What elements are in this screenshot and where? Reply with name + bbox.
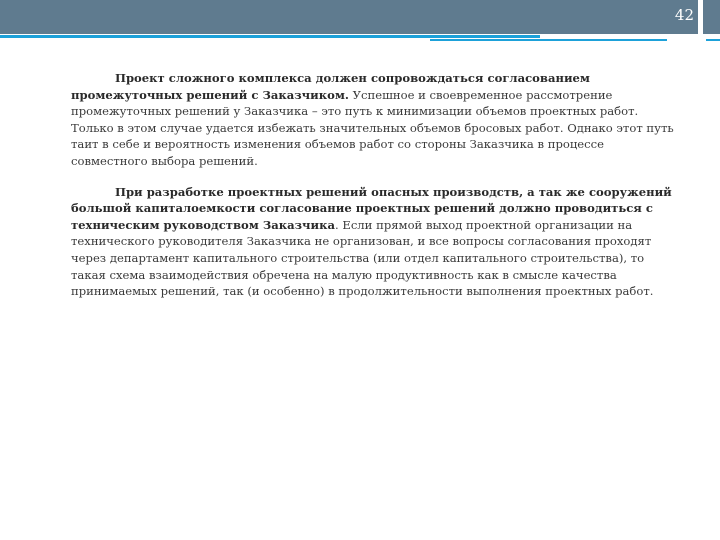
paragraph-2 xyxy=(71,184,675,300)
paragraph-1 xyxy=(71,70,675,170)
header-accent-line-corner xyxy=(706,39,720,41)
header-band xyxy=(0,0,698,34)
page-number: 42 xyxy=(674,6,694,24)
paragraph-2-text: . Если прямой выход проектной организации на технического руководителя Заказчика не организован, и все вопросы согласования проходят через департамент капитального строительства (или отдел капитального строительства), то такая схема взаимодействия обречена на малую продуктивность как в смысле качества принимаемых решений, так (и особенно) в продолжительности выполнения проектных работ. xyxy=(71,217,654,299)
slide-body xyxy=(71,70,675,314)
header-accent-line xyxy=(0,35,540,38)
paragraph-2-emphasis: При разработке проектных решений опасных производств, а так же сооружений большой капиталоемкости согласование проектных решений должно проводиться с техническим руководством Заказчика xyxy=(71,184,672,232)
header-band-corner xyxy=(703,0,720,34)
paragraph-1-emphasis: Проект сложного комплекса должен сопровождаться согласованием промежуточных решений с Заказчиком. xyxy=(71,71,590,102)
paragraph-1-text: Успешное и своевременное рассмотрение промежуточных решений у Заказчика – это путь к минимизации объемов проектных работ. Только в этом случае удается избежать значительных объемов бросовых работ. Однако этот путь таит в себе и вероятность изменения объемов работ со стороны Заказчика в процессе совместного выбора решений. xyxy=(71,87,674,168)
header-accent-line-secondary xyxy=(430,39,667,41)
